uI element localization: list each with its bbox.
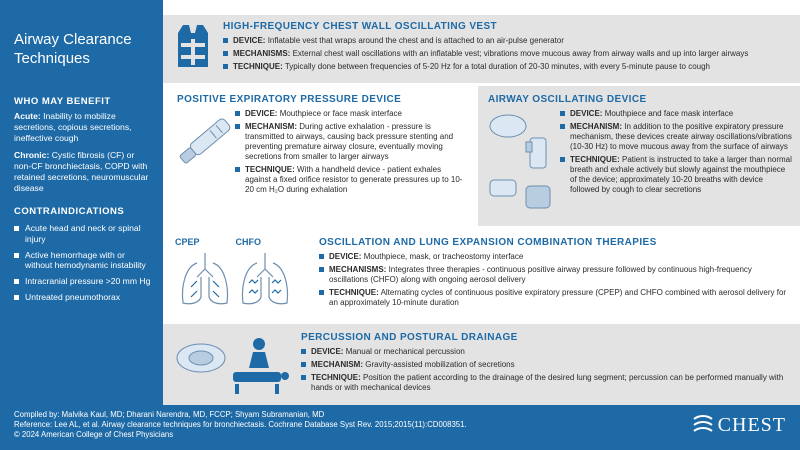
pep-device: DEVICE: Mouthpiece or face mask interface xyxy=(235,109,468,119)
oscillating-device-icon xyxy=(486,110,560,219)
footer xyxy=(0,405,800,450)
combination-technique: TECHNIQUE: Alternating cycles of continuous positive expiratory pressure (CPEP) and CHFO combined with aerosol delivery for an approximately 10-minute duration xyxy=(319,288,790,308)
combination-title: OSCILLATION AND LUNG EXPANSION COMBINATION THERAPIES xyxy=(319,237,657,248)
compiled-by: Compiled by: Malvika Kaul, MD; Dharani Narendra, MD, FCCP; Shyam Subramanian, MD xyxy=(14,410,325,419)
page-title: Airway Clearance Techniques xyxy=(14,31,132,67)
chronic-text: Cystic fibrosis (CF) or non-CF bronchiectasis, COPD with retained secretions, neuromuscular disease xyxy=(14,150,149,193)
vest-panel xyxy=(163,15,800,83)
lungs-icons xyxy=(175,237,295,316)
chronic-paragraph xyxy=(14,150,153,194)
contraindications-heading: CONTRAINDICATIONS xyxy=(14,206,125,217)
percussion-title: PERCUSSION AND POSTURAL DRAINAGE xyxy=(301,332,518,343)
vest-technique: TECHNIQUE: Typically done between frequencies of 5-20 Hz for a total duration of 20-30 minutes, with every 5-minute pause to cough xyxy=(223,62,790,72)
chronic-label: Chronic: xyxy=(14,150,50,160)
list-item: Active hemorrhage with or without hemodynamic instability xyxy=(14,250,153,272)
vest-title: HIGH-FREQUENCY CHEST WALL OSCILLATING VEST xyxy=(223,21,498,32)
reference: Reference: Lee AL, et al. Airway clearance techniques for bronchiectasis. Cochrane Database Syst Rev. 2015;2015(11):CD008351. xyxy=(14,420,467,429)
list-item: Acute head and neck or spinal injury xyxy=(14,223,153,245)
percussion-panel xyxy=(163,324,800,405)
pep-title: POSITIVE EXPIRATORY PRESSURE DEVICE xyxy=(177,94,402,105)
oscillating-device: DEVICE: Mouthpiece and face mask interface xyxy=(560,109,792,119)
acute-label: Acute: xyxy=(14,111,41,121)
lungs-icon xyxy=(175,247,295,311)
who-may-benefit-heading: WHO MAY BENEFIT xyxy=(14,96,111,107)
percussion-technique: TECHNIQUE: Position the patient according to the drainage of the desired lung segment; percussion can be performed manually with hands or with mechanical devices xyxy=(301,373,790,393)
list-item: Untreated pneumothorax xyxy=(14,292,153,303)
pep-device-icon xyxy=(177,110,231,179)
cpep-label: CPEP xyxy=(175,237,200,247)
combination-panel xyxy=(163,229,800,321)
vest-mechanisms: MECHANISMS: External chest wall oscillations with an inflatable vest; vibrations move mucous away from airway walls and up into larger airways xyxy=(223,49,790,59)
oscillating-title: AIRWAY OSCILLATING DEVICE xyxy=(488,94,647,105)
chfo-label: CHFO xyxy=(235,237,262,247)
combination-mechanisms: MECHANISMS: Integrates three therapies - continuous positive airway pressure followed by continuous high-frequency oscillations (CHFO) along with ongoing aerosol delivery xyxy=(319,265,790,285)
oscillating-panel xyxy=(478,86,800,226)
chest-logo xyxy=(692,415,786,435)
combination-device: DEVICE: Mouthpiece, mask, or tracheostomy interface xyxy=(319,252,790,262)
oscillating-mechanism: MECHANISM: In addition to the positive expiratory pressure mechanism, these devices create airway oscillations/vibrations (10-30 Hz) to move mucous away from the surface of airways xyxy=(560,122,792,152)
list-item: Intracranial pressure >20 mm Hg xyxy=(14,276,153,287)
acute-paragraph xyxy=(14,111,153,144)
pep-technique: TECHNIQUE: With a handheld device - patient exhales against a fixed orifice resistor to generate pressures up to 10-20 cm H₂O during exhalation xyxy=(235,165,468,195)
chest-logo-text: CHEST xyxy=(717,414,786,436)
sidebar xyxy=(0,0,163,405)
pep-panel xyxy=(163,86,476,226)
percussion-mechanism: MECHANISM: Gravity-assisted mobilization of secretions xyxy=(301,360,790,370)
percussion-icon xyxy=(173,332,293,403)
percussion-device: DEVICE: Manual or mechanical percussion xyxy=(301,347,790,357)
contraindications-list xyxy=(14,223,153,303)
copyright: © 2024 American College of Chest Physicians xyxy=(14,430,174,439)
chest-logo-icon xyxy=(692,415,714,435)
vest-icon xyxy=(175,23,211,74)
vest-device: DEVICE: Inflatable vest that wraps around the chest and is attached to an air-pulse generator xyxy=(223,36,790,46)
oscillating-technique: TECHNIQUE: Patient is instructed to take a larger than normal breath and exhale actively but slowly against the mouthpiece of the device; approximately 10-20 breaths with device followed by cough to clear secretions xyxy=(560,155,792,195)
acute-text: Inability to mobilize secretions, copious secretions, ineffective cough xyxy=(14,111,132,143)
pep-mechanism: MECHANISM: During active exhalation - pressure is transmitted to airways, causing back pressure stenting and preventing premature airway closure, eventually moving secretions from smaller to larger airways xyxy=(235,122,468,162)
